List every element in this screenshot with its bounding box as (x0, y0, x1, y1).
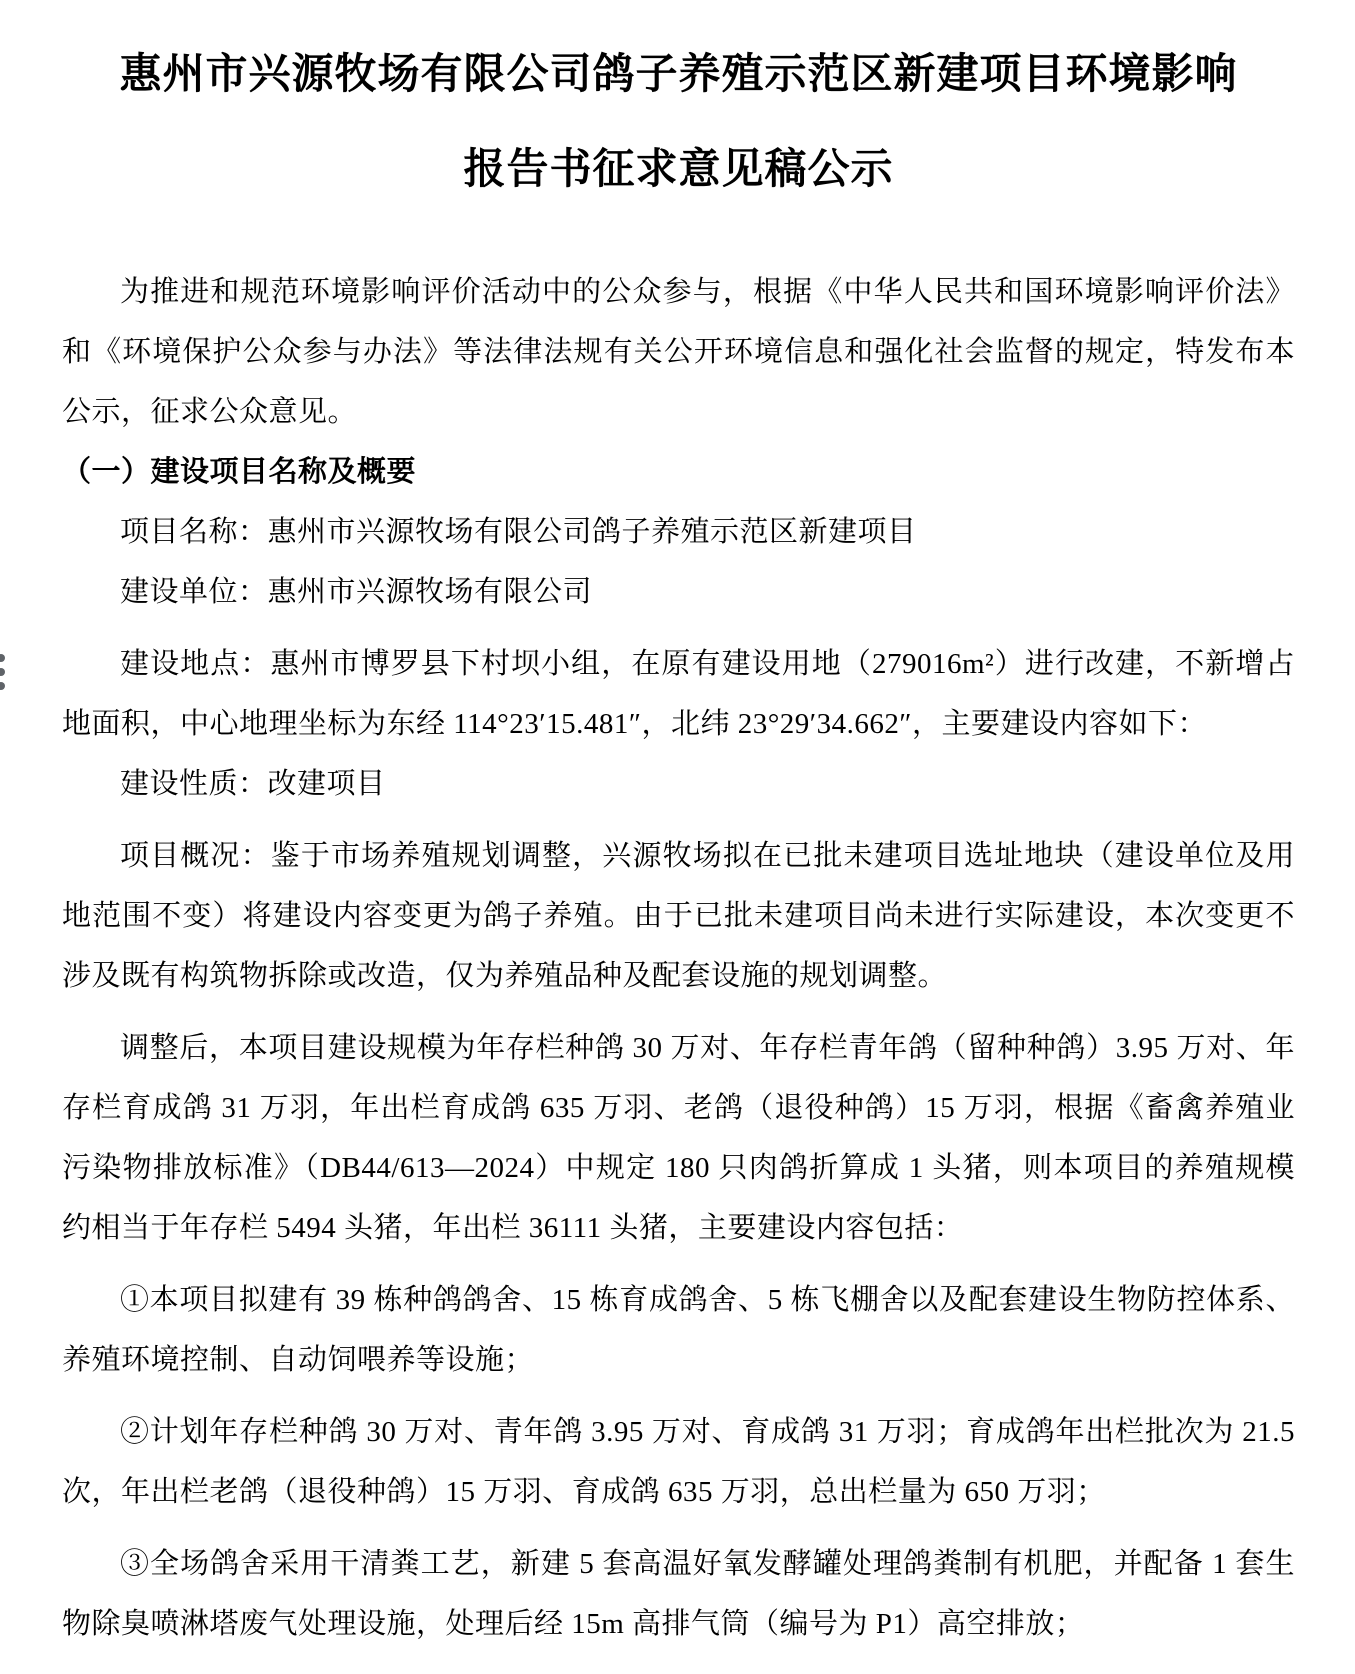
document-title-line-2: 报告书征求意见稿公示 (463, 145, 894, 192)
construction-unit-paragraph: 建设单位：惠州市兴源牧场有限公司 (120, 576, 593, 608)
section-1-heading: （一）建设项目名称及概要 (62, 456, 417, 488)
item-1-paragraph: ①本项目拟建有 39 栋种鸽鸽舍、15 栋育成鸽舍、5 栋飞棚舍以及配套建设生物防控体系、养殖环境控制、自动饲喂养等设施； (62, 1284, 1295, 1376)
item-3-paragraph: ③全场鸽舍采用干清粪工艺，新建 5 套高温好氧发酵罐处理鸽粪制有机肥，并配备 1 套生物除臭喷淋塔废气处理设施，处理后经 15m 高排气筒（编号为 P1）高空排放； (62, 1548, 1295, 1640)
intro-paragraph: 为推进和规范环境影响评价活动中的公众参与，根据《中华人民共和国环境影响评价法》和《环境保护公众参与办法》等法律法规有关公开环境信息和强化社会监督的规定，特发布本公示，征求公众意见。 (62, 276, 1295, 428)
document-body (62, 262, 1295, 1654)
project-name-paragraph: 项目名称：惠州市兴源牧场有限公司鸽子养殖示范区新建项目 (120, 516, 917, 548)
construction-site-paragraph: 建设地点：惠州市博罗县下村坝小组，在原有建设用地（279016m²）进行改建，不新增占地面积，中心地理坐标为东经 114°23′15.481″，北纬 23°29′34.662″，主要建设内容如下： (62, 648, 1295, 740)
construction-nature-paragraph: 建设性质：改建项目 (120, 768, 386, 800)
document-title-line-1: 惠州市兴源牧场有限公司鸽子养殖示范区新建项目环境影响 (119, 50, 1238, 97)
handle-dot (0, 682, 5, 690)
document-title (62, 26, 1295, 216)
scale-adjustment-paragraph: 调整后，本项目建设规模为年存栏种鸽 30 万对、年存栏青年鸽（留种种鸽）3.95 万对、年存栏育成鸽 31 万羽，年出栏育成鸽 635 万羽、老鸽（退役种鸽）15 万羽，根据《畜禽养殖业污染物排放标准》（DB44/613—2024）中规定 180 只肉鸽折算成 1 头猪，则本项目的养殖规模约相当于年存栏 5494 头猪，年出栏 36111 头猪，主要建设内容包括： (62, 1032, 1295, 1244)
project-overview-paragraph: 项目概况：鉴于市场养殖规划调整，兴源牧场拟在已批未建项目选址地块（建设单位及用地范围不变）将建设内容变更为鸽子养殖。由于已批未建项目尚未进行实际建设，本次变更不涉及既有构筑物拆除或改造，仅为养殖品种及配套设施的规划调整。 (62, 840, 1295, 992)
item-2-paragraph: ②计划年存栏种鸽 30 万对、青年鸽 3.95 万对、育成鸽 31 万羽；育成鸽年出栏批次为 21.5 次，年出栏老鸽（退役种鸽）15 万羽、育成鸽 635 万羽，总出栏量为 650 万羽； (62, 1416, 1295, 1508)
handle-dot (0, 668, 5, 676)
handle-dot (0, 654, 5, 662)
drag-handle-icon[interactable] (0, 651, 6, 693)
